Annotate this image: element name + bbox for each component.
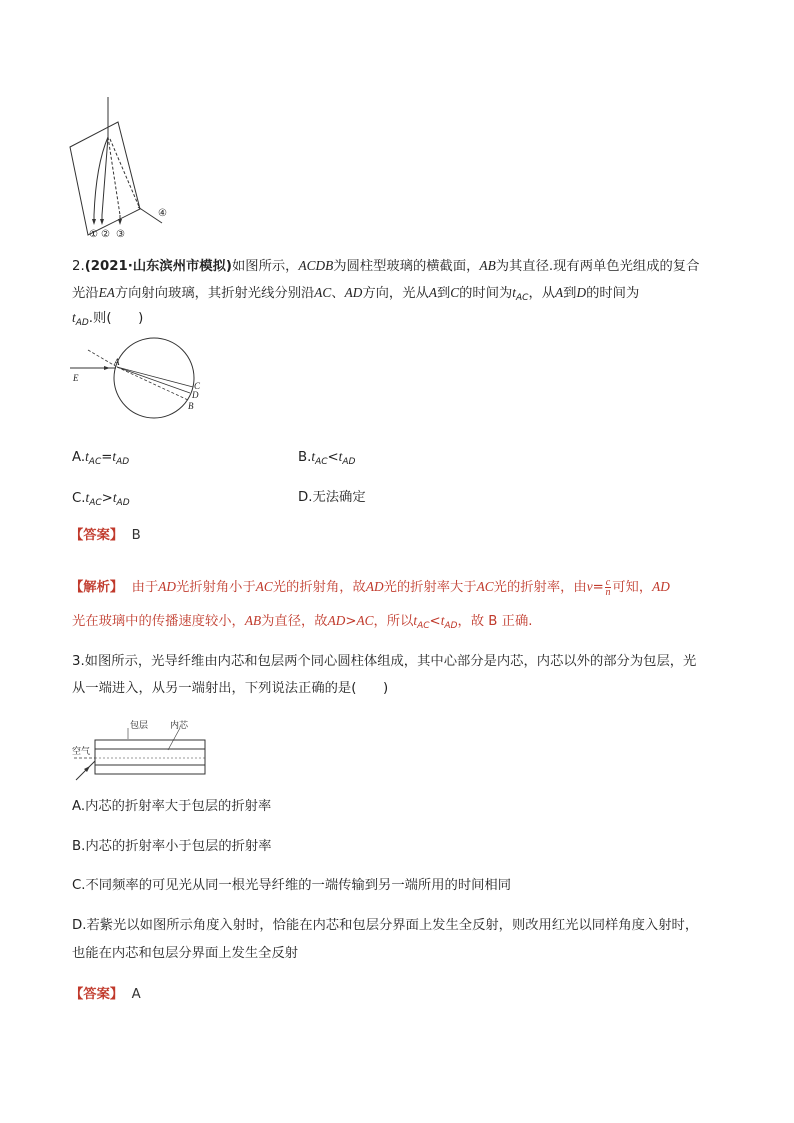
q3-line-1: 3.如图所示，光导纤维由内芯和包层两个同心圆柱体组成，其中心部分是内芯，内芯以外的部分为包层，光	[72, 654, 697, 669]
analysis-label: 【解析】	[70, 580, 124, 595]
ray-label-1: ①	[89, 229, 98, 240]
q2-option-d[interactable]: D.无法确定	[298, 490, 366, 505]
answer-label: 【答案】	[70, 987, 124, 1002]
label-C: C	[194, 381, 201, 391]
label-air: 空气	[72, 747, 91, 757]
q2-option-c[interactable]: $C.t_{AC}>t_{AD}$	[72, 490, 130, 508]
label-core: 内芯	[170, 721, 189, 731]
q3-answer: 【答案】 A	[70, 987, 141, 1002]
q2-answer: 【答案】 B	[70, 528, 141, 543]
q2-line-1: 2.(2021·山东滨州市模拟)如图所示，ACDB为圆柱型玻璃的横截面，AB为其直径.现有两单色光组成的复合	[72, 258, 700, 274]
q2-analysis-line-1: 【解析】 由于AD光折射角小于AC光的折射角，故AD光的折射率大于AC光的折射率，由v= $\frac{c}{n}$ 可知，AD	[70, 576, 670, 598]
label-D: D	[192, 390, 199, 400]
answer-label: 【答案】	[70, 528, 124, 543]
q3-option-c[interactable]: C.不同频率的可见光从同一根光导纤维的一端传输到另一端所用的时间相同	[72, 878, 512, 893]
ray-label-2: ②	[101, 229, 110, 240]
q2-option-a[interactable]: $A.t_{AC}=t_{AD}$	[72, 449, 130, 467]
q2-source: (2021·山东滨州市模拟)	[84, 259, 232, 274]
glass-circle	[114, 338, 194, 418]
q3-option-a[interactable]: A.内芯的折射率大于包层的折射率	[72, 799, 272, 814]
q3-option-d-line-2[interactable]: 也能在内芯和包层分界面上发生全反射	[72, 946, 299, 961]
q2-line-3: $t_{AD}$.则( )	[72, 310, 144, 328]
circle-glass-figure	[70, 335, 210, 425]
q3-option-b[interactable]: B.内芯的折射率小于包层的折射率	[72, 839, 272, 854]
label-A: A	[114, 357, 120, 367]
ray-label-4: ④	[158, 208, 167, 219]
q2-line-2: 光沿EA方向射向玻璃，其折射光线分别沿AC、AD方向，光从A到C的时间为$t_{AC}$，从A到D的时间为	[72, 285, 640, 303]
prism-ray-figure	[60, 95, 190, 245]
optical-fiber-figure	[70, 714, 210, 786]
q2-analysis-line-2: 光在玻璃中的传播速度较小，AB为直径，故AD>AC，所以$t_{AC}<t_{AD}$，故 B 正确.	[72, 613, 533, 631]
q3-option-d-line-1[interactable]: D.若紫光以如图所示角度入射时，恰能在内芯和包层分界面上发生全反射，则改用红光以同样角度入射时，	[72, 918, 699, 933]
label-B: B	[188, 401, 194, 411]
label-cladding: 包层	[130, 721, 149, 731]
fiber-cladding	[95, 740, 205, 774]
label-E: E	[73, 373, 79, 383]
q3-line-2: 从一端进入，从另一端射出，下列说法正确的是( )	[72, 681, 389, 696]
ray-label-3: ③	[116, 229, 125, 240]
q2-option-b[interactable]: $B.t_{AC}<t_{AD}$	[298, 449, 356, 467]
